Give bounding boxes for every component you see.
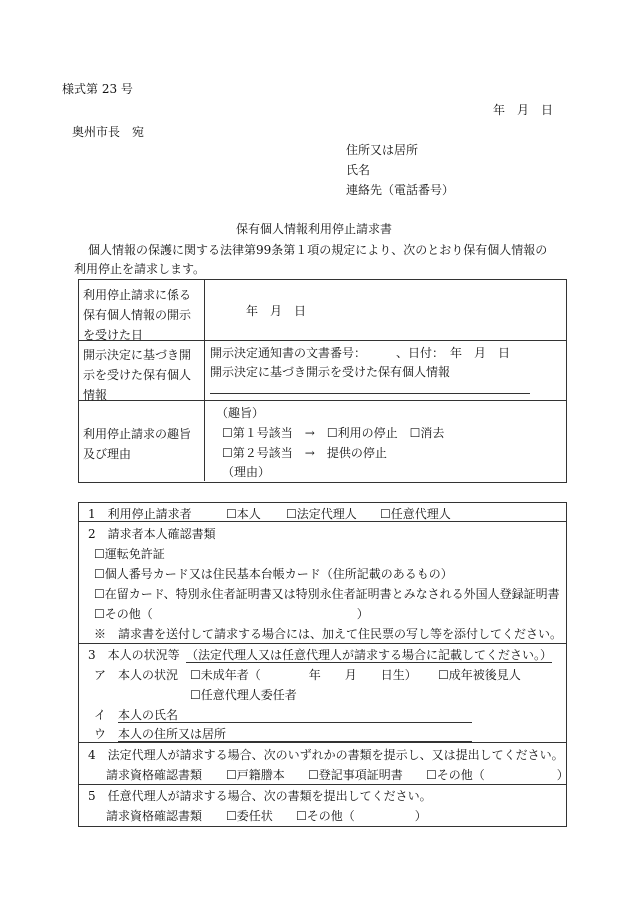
section2-note: ※ 請求書を送付して請求する場合には、加えて住民票の写し等を添付してください。 bbox=[94, 627, 563, 641]
principal-address-marker: ウ bbox=[94, 727, 107, 741]
section1-heading: 1 利用停止請求者 bbox=[88, 507, 192, 521]
name-field-label: 氏名 bbox=[346, 163, 371, 177]
section1-option-voluntary-agent[interactable]: ☐任意代理人 bbox=[380, 507, 451, 521]
id-option-other[interactable]: ☐その他（ ） bbox=[94, 607, 369, 621]
principal-name-label: 本人の氏名 bbox=[118, 708, 179, 722]
document-title: 保有個人情報利用停止請求書 bbox=[236, 222, 393, 236]
section5-doc-label: 請求資格確認書類 bbox=[106, 809, 203, 823]
intro-line-1: 個人情報の保護に関する法律第99条第１項の規定により、次のとおり保有個人情報の bbox=[88, 243, 548, 257]
purpose-label: （趣旨） bbox=[216, 406, 265, 420]
address-field-label: 住所又は居所 bbox=[346, 143, 419, 157]
status-option-minor[interactable]: ☐未成年者（ 年 月 日生） bbox=[190, 668, 417, 682]
addressee: 奥州市長 宛 bbox=[72, 125, 145, 139]
disclosure-date-label: 利用停止請求に係る 保有個人情報の開示 を受けた日 bbox=[83, 288, 192, 342]
section2-heading: 2 請求者本人確認書類 bbox=[88, 527, 216, 541]
date-line: 年 月 日 bbox=[493, 103, 554, 117]
section4-option-registry[interactable]: ☐登記事項証明書 bbox=[308, 768, 403, 782]
disclosed-info-text: 開示決定に基づき開示を受けた保有個人情報 bbox=[210, 365, 451, 379]
section5-option-other[interactable]: ☐その他（ ） bbox=[296, 809, 427, 823]
principal-address-line[interactable] bbox=[118, 741, 472, 742]
principal-status-label: ア 本人の状況 bbox=[94, 668, 179, 682]
disclosed-info-label: 開示決定に基づき開 示を受けた保有個人 情報 bbox=[83, 348, 192, 402]
purpose-reason-label: 利用停止請求の趣旨 及び理由 bbox=[83, 427, 192, 461]
section4-option-other[interactable]: ☐その他（ ） bbox=[426, 768, 569, 782]
intro-line-2: 利用停止を請求します。 bbox=[74, 262, 206, 276]
principal-name-line[interactable] bbox=[118, 722, 472, 723]
disclosure-date-value[interactable]: 年 月 日 bbox=[246, 304, 307, 318]
id-option-driver-license[interactable]: ☐運転免許証 bbox=[94, 547, 165, 561]
section4-heading: 4 法定代理人が請求する場合、次のいずれかの書類を提示し、又は提出してください。 bbox=[88, 748, 564, 762]
status-option-adult-ward[interactable]: ☐成年被後見人 bbox=[438, 668, 521, 682]
section4-doc-label: 請求資格確認書類 bbox=[106, 768, 203, 782]
principal-name-marker: イ bbox=[94, 708, 107, 722]
section5-heading: 5 任意代理人が請求する場合、次の書類を提出してください。 bbox=[88, 789, 432, 803]
section5-option-power-of-attorney[interactable]: ☐委任状 bbox=[226, 809, 273, 823]
status-option-delegator[interactable]: ☐任意代理人委任者 bbox=[190, 688, 297, 702]
purpose-option-2[interactable]: ☐第２号該当 → 提供の停止 bbox=[222, 446, 387, 460]
section3-heading-note: （法定代理人又は任意代理人が請求する場合に記載してください。） bbox=[186, 648, 553, 662]
section1-option-legal-agent[interactable]: ☐法定代理人 bbox=[286, 507, 357, 521]
principal-address-label: 本人の住所又は居所 bbox=[118, 727, 227, 741]
disclosed-info-blank-line[interactable] bbox=[210, 393, 530, 394]
section1-option-self[interactable]: ☐本人 bbox=[226, 507, 261, 521]
form-number: 様式第 23 号 bbox=[62, 82, 133, 96]
id-option-my-number-card[interactable]: ☐個人番号カード又は住民基本台帳カード（住所記載のあるもの） bbox=[94, 567, 453, 581]
section4-option-koseki[interactable]: ☐戸籍謄本 bbox=[226, 768, 285, 782]
notice-number-date[interactable]: 開示決定通知書の文書番号： 、日付： 年 月 日 bbox=[210, 346, 511, 360]
purpose-option-1[interactable]: ☐第１号該当 → ☐利用の停止 ☐消去 bbox=[222, 426, 445, 440]
contact-field-label: 連絡先（電話番号） bbox=[346, 183, 455, 197]
section3-heading: 3 本人の状況等 bbox=[88, 648, 180, 662]
reason-label: （理由） bbox=[222, 465, 271, 479]
id-option-residence-card[interactable]: ☐在留カード、特別永住者証明書又は特別永住者証明書とみなされる外国人登録証明書 bbox=[94, 587, 560, 601]
